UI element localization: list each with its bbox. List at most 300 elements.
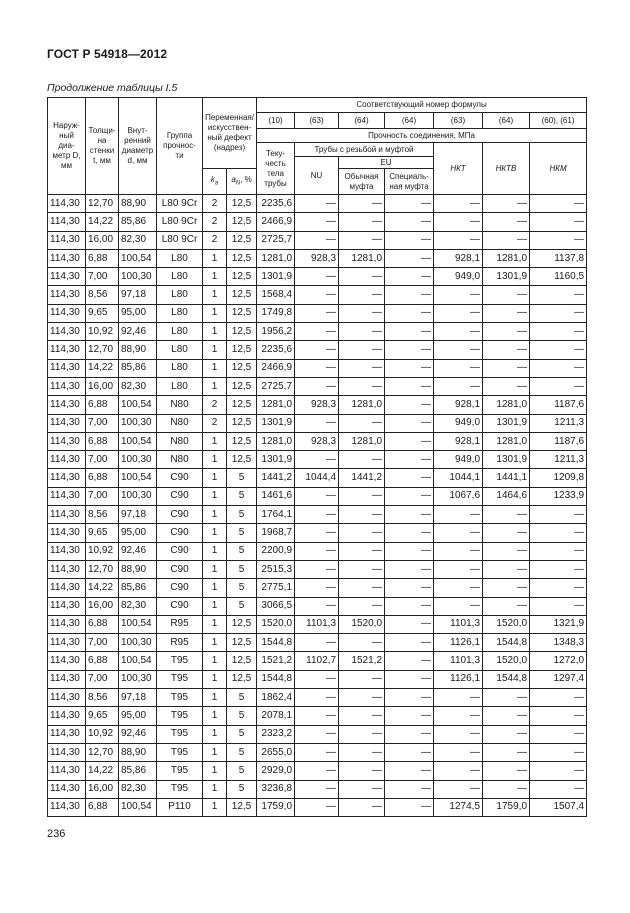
cell-grade: R95 xyxy=(157,615,203,633)
header-wall-thickness: Толщи- на стенки t, мм xyxy=(86,98,119,195)
cell-outer-diameter: 114,30 xyxy=(48,377,86,395)
cell-nu: — xyxy=(295,323,339,341)
cell-nkm: 1137,8 xyxy=(530,249,587,267)
cell-nu: — xyxy=(295,725,339,743)
cell-nu: — xyxy=(295,231,339,249)
cell-a-n: 12,5 xyxy=(227,615,257,633)
cell-eu-regular: — xyxy=(339,231,385,249)
cell-nktv: 1464,6 xyxy=(483,487,530,505)
cell-nkm: — xyxy=(530,780,587,798)
cell-outer-diameter: 114,30 xyxy=(48,780,86,798)
cell-nkt: — xyxy=(434,524,483,542)
cell-eu-regular: — xyxy=(339,707,385,725)
cell-nu: 1044,4 xyxy=(295,469,339,487)
cell-nkm: 1187,6 xyxy=(530,432,587,450)
cell-eu-regular: — xyxy=(339,377,385,395)
cell-yield: 3066,5 xyxy=(257,597,295,615)
cell-inner-diameter: 82,30 xyxy=(119,780,157,798)
cell-inner-diameter: 100,54 xyxy=(119,615,157,633)
cell-yield: 1281,0 xyxy=(257,249,295,267)
cell-outer-diameter: 114,30 xyxy=(48,469,86,487)
table-row xyxy=(48,725,587,743)
cell-nu: 928,3 xyxy=(295,432,339,450)
cell-nkm: — xyxy=(530,560,587,578)
page-number: 236 xyxy=(47,828,66,840)
cell-inner-diameter: 85,86 xyxy=(119,359,157,377)
cell-nkm: — xyxy=(530,231,587,249)
table-row xyxy=(48,323,587,341)
cell-nkm: — xyxy=(530,524,587,542)
cell-eu-special: — xyxy=(385,652,434,670)
cell-eu-special: — xyxy=(385,506,434,524)
cell-outer-diameter: 114,30 xyxy=(48,689,86,707)
cell-wall-thickness: 6,88 xyxy=(86,652,119,670)
cell-yield: 1281,0 xyxy=(257,432,295,450)
header-yield: Теку- честь тела трубы xyxy=(257,143,295,195)
cell-k-a: 1 xyxy=(203,506,227,524)
cell-nkm: 1187,6 xyxy=(530,396,587,414)
table-row xyxy=(48,707,587,725)
cell-eu-regular: — xyxy=(339,743,385,761)
table-row xyxy=(48,487,587,505)
cell-nkt: — xyxy=(434,560,483,578)
cell-nkt: 928,1 xyxy=(434,396,483,414)
cell-eu-special: — xyxy=(385,524,434,542)
cell-eu-special: — xyxy=(385,304,434,322)
cell-nkm: — xyxy=(530,689,587,707)
cell-grade: C90 xyxy=(157,469,203,487)
cell-yield: 3236,8 xyxy=(257,780,295,798)
cell-wall-thickness: 7,00 xyxy=(86,268,119,286)
table-row xyxy=(48,524,587,542)
cell-nkt: — xyxy=(434,286,483,304)
cell-inner-diameter: 92,46 xyxy=(119,323,157,341)
cell-nu: 928,3 xyxy=(295,396,339,414)
cell-inner-diameter: 85,86 xyxy=(119,579,157,597)
cell-outer-diameter: 114,30 xyxy=(48,341,86,359)
cell-grade: L80 9Cr xyxy=(157,213,203,231)
cell-yield: 1968,7 xyxy=(257,524,295,542)
cell-nkm: — xyxy=(530,762,587,780)
cell-nktv: — xyxy=(483,725,530,743)
cell-eu-special: — xyxy=(385,560,434,578)
header-formula-number: Соответствующий номер формулы xyxy=(257,98,587,113)
cell-yield: 1568,4 xyxy=(257,286,295,304)
table-body xyxy=(48,195,587,817)
cell-yield: 1759,0 xyxy=(257,798,295,816)
cell-wall-thickness: 12,70 xyxy=(86,560,119,578)
cell-nktv: — xyxy=(483,707,530,725)
cell-nkt: 1101,3 xyxy=(434,615,483,633)
document-header: ГОСТ Р 54918—2012 xyxy=(47,47,168,61)
cell-inner-diameter: 85,86 xyxy=(119,213,157,231)
cell-yield: 2078,1 xyxy=(257,707,295,725)
cell-eu-special: — xyxy=(385,707,434,725)
cell-nkm: — xyxy=(530,597,587,615)
cell-grade: N80 xyxy=(157,414,203,432)
cell-nkm: — xyxy=(530,359,587,377)
cell-nkt: 1274,5 xyxy=(434,798,483,816)
cell-wall-thickness: 10,92 xyxy=(86,542,119,560)
cell-outer-diameter: 114,30 xyxy=(48,451,86,469)
table-row xyxy=(48,579,587,597)
cell-nktv: 1281,0 xyxy=(483,396,530,414)
cell-eu-special: — xyxy=(385,670,434,688)
cell-inner-diameter: 100,54 xyxy=(119,469,157,487)
cell-nktv: 1301,9 xyxy=(483,414,530,432)
cell-inner-diameter: 88,90 xyxy=(119,195,157,213)
table-row xyxy=(48,304,587,322)
table-row xyxy=(48,615,587,633)
cell-eu-regular: — xyxy=(339,268,385,286)
cell-grade: L80 xyxy=(157,323,203,341)
cell-inner-diameter: 100,30 xyxy=(119,634,157,652)
cell-outer-diameter: 114,30 xyxy=(48,487,86,505)
cell-k-a: 1 xyxy=(203,249,227,267)
cell-nktv: — xyxy=(483,524,530,542)
cell-eu-special: — xyxy=(385,469,434,487)
cell-nkm: — xyxy=(530,213,587,231)
cell-nktv: — xyxy=(483,780,530,798)
cell-nkt: — xyxy=(434,195,483,213)
cell-k-a: 1 xyxy=(203,579,227,597)
cell-nktv: 1441,1 xyxy=(483,469,530,487)
cell-eu-regular: — xyxy=(339,780,385,798)
cell-eu-special: — xyxy=(385,634,434,652)
table-row xyxy=(48,634,587,652)
cell-nktv: 1281,0 xyxy=(483,432,530,450)
cell-eu-special: — xyxy=(385,615,434,633)
cell-nu: — xyxy=(295,304,339,322)
cell-nkm: 1160,5 xyxy=(530,268,587,286)
cell-k-a: 1 xyxy=(203,652,227,670)
header-defect: Переменная/ искусствен- ный дефект (надрез) xyxy=(203,98,257,169)
cell-eu-special: — xyxy=(385,231,434,249)
cell-grade: L80 xyxy=(157,377,203,395)
cell-nu: — xyxy=(295,597,339,615)
cell-yield: 1544,8 xyxy=(257,634,295,652)
cell-eu-regular: — xyxy=(339,579,385,597)
cell-eu-regular: — xyxy=(339,798,385,816)
cell-eu-special: — xyxy=(385,579,434,597)
cell-a-n: 12,5 xyxy=(227,359,257,377)
cell-inner-diameter: 92,46 xyxy=(119,542,157,560)
cell-k-a: 1 xyxy=(203,304,227,322)
cell-k-a: 2 xyxy=(203,414,227,432)
table-caption: Продолжение таблицы I.5 xyxy=(47,82,178,94)
cell-nktv: — xyxy=(483,323,530,341)
cell-grade: L80 xyxy=(157,268,203,286)
cell-nkm: — xyxy=(530,286,587,304)
table-row xyxy=(48,506,587,524)
table-row xyxy=(48,231,587,249)
cell-k-a: 1 xyxy=(203,286,227,304)
cell-grade: L80 xyxy=(157,341,203,359)
cell-inner-diameter: 100,30 xyxy=(119,487,157,505)
cell-k-a: 1 xyxy=(203,597,227,615)
cell-inner-diameter: 97,18 xyxy=(119,286,157,304)
cell-outer-diameter: 114,30 xyxy=(48,432,86,450)
cell-grade: C90 xyxy=(157,560,203,578)
cell-wall-thickness: 7,00 xyxy=(86,487,119,505)
cell-outer-diameter: 114,30 xyxy=(48,396,86,414)
cell-nu: — xyxy=(295,798,339,816)
cell-eu-regular: — xyxy=(339,359,385,377)
cell-eu-special: — xyxy=(385,597,434,615)
cell-k-a: 1 xyxy=(203,670,227,688)
cell-eu-regular: — xyxy=(339,304,385,322)
cell-wall-thickness: 6,88 xyxy=(86,469,119,487)
cell-a-n: 12,5 xyxy=(227,286,257,304)
cell-grade: L80 xyxy=(157,304,203,322)
cell-eu-special: — xyxy=(385,249,434,267)
cell-nkm: — xyxy=(530,506,587,524)
cell-a-n: 12,5 xyxy=(227,451,257,469)
cell-a-n: 5 xyxy=(227,743,257,761)
cell-wall-thickness: 7,00 xyxy=(86,670,119,688)
cell-yield: 1544,8 xyxy=(257,670,295,688)
formula-num: (63) xyxy=(434,113,483,129)
cell-grade: P110 xyxy=(157,798,203,816)
cell-nkm: — xyxy=(530,542,587,560)
cell-eu-special: — xyxy=(385,542,434,560)
cell-k-a: 1 xyxy=(203,743,227,761)
cell-outer-diameter: 114,30 xyxy=(48,304,86,322)
cell-nkt: — xyxy=(434,231,483,249)
cell-inner-diameter: 100,30 xyxy=(119,670,157,688)
cell-a-n: 5 xyxy=(227,487,257,505)
cell-a-n: 12,5 xyxy=(227,323,257,341)
cell-yield: 2929,0 xyxy=(257,762,295,780)
table-row xyxy=(48,249,587,267)
cell-eu-special: — xyxy=(385,377,434,395)
cell-k-a: 1 xyxy=(203,798,227,816)
cell-a-n: 12,5 xyxy=(227,670,257,688)
header-nkm: НКМ xyxy=(530,143,587,195)
cell-yield: 1749,8 xyxy=(257,304,295,322)
cell-nu: — xyxy=(295,743,339,761)
cell-eu-regular: 1521,2 xyxy=(339,652,385,670)
cell-inner-diameter: 82,30 xyxy=(119,377,157,395)
cell-inner-diameter: 85,86 xyxy=(119,762,157,780)
header-k-a: $k_a$ xyxy=(203,169,227,195)
cell-eu-special: — xyxy=(385,762,434,780)
cell-nktv: — xyxy=(483,341,530,359)
cell-nkm: 1272,0 xyxy=(530,652,587,670)
cell-outer-diameter: 114,30 xyxy=(48,323,86,341)
cell-k-a: 1 xyxy=(203,689,227,707)
cell-wall-thickness: 7,00 xyxy=(86,451,119,469)
cell-grade: C90 xyxy=(157,524,203,542)
cell-grade: T95 xyxy=(157,670,203,688)
cell-inner-diameter: 100,54 xyxy=(119,798,157,816)
cell-nktv: — xyxy=(483,506,530,524)
cell-wall-thickness: 10,92 xyxy=(86,323,119,341)
cell-grade: L80 xyxy=(157,359,203,377)
cell-nktv: — xyxy=(483,597,530,615)
cell-a-n: 5 xyxy=(227,542,257,560)
cell-nu: — xyxy=(295,377,339,395)
cell-nkt: — xyxy=(434,707,483,725)
cell-nktv: — xyxy=(483,377,530,395)
cell-wall-thickness: 16,00 xyxy=(86,377,119,395)
cell-yield: 2466,9 xyxy=(257,359,295,377)
cell-wall-thickness: 16,00 xyxy=(86,231,119,249)
header-eu-special: Специаль- ная муфта xyxy=(385,169,434,195)
cell-outer-diameter: 114,30 xyxy=(48,652,86,670)
cell-grade: T95 xyxy=(157,743,203,761)
cell-eu-regular: — xyxy=(339,725,385,743)
cell-nktv: — xyxy=(483,286,530,304)
cell-k-a: 2 xyxy=(203,396,227,414)
cell-k-a: 1 xyxy=(203,469,227,487)
cell-wall-thickness: 12,70 xyxy=(86,195,119,213)
cell-inner-diameter: 95,00 xyxy=(119,707,157,725)
header-outer-diameter: Наруж- ный диа- метр D, мм xyxy=(48,98,86,195)
cell-outer-diameter: 114,30 xyxy=(48,359,86,377)
cell-nkm: 1209,8 xyxy=(530,469,587,487)
cell-wall-thickness: 6,88 xyxy=(86,249,119,267)
cell-outer-diameter: 114,30 xyxy=(48,542,86,560)
formula-num: (63) xyxy=(295,113,339,129)
cell-nkm: 1297,4 xyxy=(530,670,587,688)
cell-outer-diameter: 114,30 xyxy=(48,286,86,304)
cell-nu: — xyxy=(295,524,339,542)
cell-nu: 928,3 xyxy=(295,249,339,267)
cell-wall-thickness: 12,70 xyxy=(86,341,119,359)
cell-nu: — xyxy=(295,670,339,688)
cell-nktv: — xyxy=(483,743,530,761)
cell-eu-regular: — xyxy=(339,213,385,231)
cell-nu: — xyxy=(295,579,339,597)
header-a-n: $a_N$, % xyxy=(227,169,257,195)
cell-eu-regular: — xyxy=(339,506,385,524)
cell-nktv: — xyxy=(483,195,530,213)
header-strength: Прочность соединения, МПа xyxy=(257,129,587,143)
cell-nkt: 1126,1 xyxy=(434,634,483,652)
cell-outer-diameter: 114,30 xyxy=(48,762,86,780)
cell-outer-diameter: 114,30 xyxy=(48,195,86,213)
cell-nktv: — xyxy=(483,359,530,377)
cell-yield: 2235,6 xyxy=(257,195,295,213)
cell-inner-diameter: 82,30 xyxy=(119,231,157,249)
cell-k-a: 1 xyxy=(203,560,227,578)
cell-outer-diameter: 114,30 xyxy=(48,414,86,432)
cell-eu-regular: — xyxy=(339,560,385,578)
cell-nu: — xyxy=(295,506,339,524)
cell-a-n: 12,5 xyxy=(227,213,257,231)
cell-k-a: 1 xyxy=(203,725,227,743)
table-row xyxy=(48,670,587,688)
cell-nktv: — xyxy=(483,213,530,231)
cell-a-n: 12,5 xyxy=(227,341,257,359)
cell-eu-special: — xyxy=(385,268,434,286)
cell-nktv: — xyxy=(483,231,530,249)
cell-k-a: 1 xyxy=(203,615,227,633)
cell-k-a: 1 xyxy=(203,780,227,798)
cell-yield: 2775,1 xyxy=(257,579,295,597)
cell-eu-regular: — xyxy=(339,634,385,652)
table-row xyxy=(48,432,587,450)
cell-nkt: — xyxy=(434,213,483,231)
cell-wall-thickness: 6,88 xyxy=(86,432,119,450)
cell-eu-regular: — xyxy=(339,341,385,359)
table-row xyxy=(48,414,587,432)
formula-num: (64) xyxy=(483,113,530,129)
cell-eu-special: — xyxy=(385,286,434,304)
cell-nkm: — xyxy=(530,377,587,395)
cell-outer-diameter: 114,30 xyxy=(48,615,86,633)
cell-eu-special: — xyxy=(385,195,434,213)
cell-nkm: — xyxy=(530,579,587,597)
cell-nkm: — xyxy=(530,341,587,359)
cell-yield: 1441,2 xyxy=(257,469,295,487)
table-row xyxy=(48,213,587,231)
table-row xyxy=(48,542,587,560)
cell-yield: 2725,7 xyxy=(257,377,295,395)
cell-grade: L80 xyxy=(157,286,203,304)
cell-inner-diameter: 88,90 xyxy=(119,560,157,578)
cell-a-n: 5 xyxy=(227,762,257,780)
cell-eu-special: — xyxy=(385,396,434,414)
cell-grade: T95 xyxy=(157,725,203,743)
cell-inner-diameter: 100,30 xyxy=(119,414,157,432)
cell-eu-regular: 1281,0 xyxy=(339,396,385,414)
cell-inner-diameter: 95,00 xyxy=(119,304,157,322)
cell-eu-regular: 1520,0 xyxy=(339,615,385,633)
table-row xyxy=(48,377,587,395)
cell-inner-diameter: 92,46 xyxy=(119,725,157,743)
cell-nkm: 1507,4 xyxy=(530,798,587,816)
cell-k-a: 1 xyxy=(203,432,227,450)
cell-yield: 2725,7 xyxy=(257,231,295,249)
cell-wall-thickness: 16,00 xyxy=(86,780,119,798)
cell-nkt: 949,0 xyxy=(434,414,483,432)
cell-eu-special: — xyxy=(385,780,434,798)
cell-outer-diameter: 114,30 xyxy=(48,670,86,688)
cell-nu: — xyxy=(295,414,339,432)
cell-nkt: — xyxy=(434,323,483,341)
cell-eu-special: — xyxy=(385,725,434,743)
cell-a-n: 12,5 xyxy=(227,396,257,414)
cell-nktv: 1301,9 xyxy=(483,451,530,469)
cell-grade: C90 xyxy=(157,597,203,615)
cell-nkt: — xyxy=(434,743,483,761)
cell-inner-diameter: 82,30 xyxy=(119,597,157,615)
cell-nkt: — xyxy=(434,780,483,798)
cell-a-n: 12,5 xyxy=(227,231,257,249)
cell-wall-thickness: 9,65 xyxy=(86,524,119,542)
cell-k-a: 1 xyxy=(203,451,227,469)
cell-k-a: 2 xyxy=(203,231,227,249)
cell-nu: — xyxy=(295,213,339,231)
cell-outer-diameter: 114,30 xyxy=(48,506,86,524)
cell-grade: L80 xyxy=(157,249,203,267)
cell-a-n: 12,5 xyxy=(227,377,257,395)
cell-eu-regular: 1441,2 xyxy=(339,469,385,487)
cell-nkt: — xyxy=(434,762,483,780)
cell-nktv: — xyxy=(483,762,530,780)
cell-wall-thickness: 6,88 xyxy=(86,615,119,633)
cell-nu: — xyxy=(295,286,339,304)
table-row xyxy=(48,560,587,578)
cell-wall-thickness: 7,00 xyxy=(86,634,119,652)
cell-inner-diameter: 100,54 xyxy=(119,432,157,450)
cell-outer-diameter: 114,30 xyxy=(48,798,86,816)
cell-a-n: 5 xyxy=(227,707,257,725)
cell-nktv: — xyxy=(483,304,530,322)
table-row xyxy=(48,597,587,615)
